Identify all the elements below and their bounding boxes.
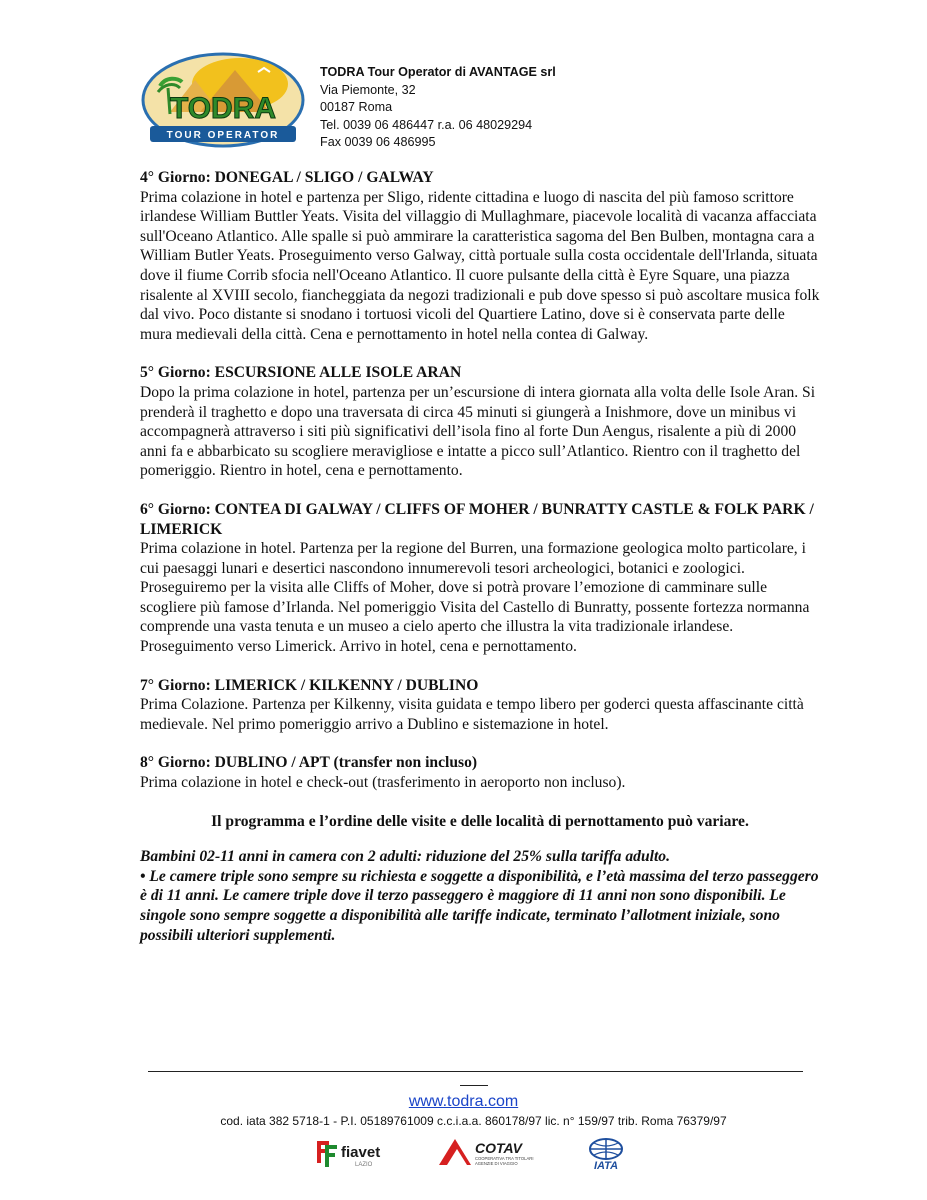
room-conditions: • Le camere triple sono sempre su richiesta e soggette a disponibilità, e l’età massima del terzo passeggero è di 11 anni. Le camere triple dove il terzo passeggero è maggiore di 11 anni non sono disponibili. Le singole sono sempre soggette a disponibilità alle tariffe indicate, terminato l’allotment iniziale, sono possibili ulteriori supplementi.	[140, 867, 819, 944]
company-city: 00187 Roma	[320, 100, 393, 115]
company-info	[320, 64, 556, 152]
company-phone: Tel. 0039 06 486447 r.a. 06 48029294	[320, 117, 533, 132]
company-fax: Fax 0039 06 486995	[320, 135, 436, 150]
iata-label: IATA	[593, 1160, 619, 1171]
day-5-text: Dopo la prima colazione in hotel, partenza per un’escursione di intera giornata alla volta delle Isole Aran. Si prenderà il traghetto e dopo una traversata di circa 45 minuti si giungerà a Inishmore, dove un minibus vi accompagnerà attraverso i siti più significativi dell’isola fino al forte Dun Aengus, risalente a più di 2000 anni fa e abbarbicato su scogliere meravigliose e intatte a picco sull’Atlantico. Rientro con il traghetto del pomeriggio. Rientro in hotel, cena e pernottamento.	[140, 383, 816, 480]
day-6-text: Prima colazione in hotel. Partenza per la regione del Burren, una formazione geologica molto particolare, i cui paesaggi lunari e desertici nascondono innumerevoli tesori archeologici, botanici e zoologici. Proseguiremo per la visita alle Cliffs of Moher, dove si potrà provare l’emozione di camminare sulle scogliere più famose d’Irlanda. Nel pomeriggio Visita del Castello di Bunratty, possente fortezza normanna comprende una vasta tenuta e un museo a cielo aperto che illustra la vita tradizionale irlandese. Proseguimento verso Limerick. Arrivo in hotel, cena e pernottamento.	[140, 540, 810, 656]
footer-divider	[148, 1071, 803, 1072]
legal-info: cod. iata 382 5718-1 - P.I. 05189761009 c.c.i.a.a. 860178/97 lic. n° 159/97 trib. Roma 76379/97	[220, 1114, 727, 1128]
company-address: Via Piemonte, 32	[320, 82, 416, 97]
day-8-text: Prima colazione in hotel e check-out (trasferimento in aeroporto non incluso).	[140, 774, 626, 792]
day-5-section	[140, 363, 820, 481]
day-7-title: 7° Giorno: LIMERICK / KILKENNY / DUBLINO	[140, 676, 479, 694]
todra-logo	[140, 52, 306, 148]
day-5-title: 5° Giorno: ESCURSIONE ALLE ISOLE ARAN	[140, 364, 462, 382]
fiavet-label: fiavet	[341, 1144, 381, 1161]
day-4-text: Prima colazione in hotel e partenza per Sligo, ridente cittadina e luogo di nascita del più famoso scrittore irlandese William Buttler Yeats. Visita del villaggio di Mullaghmare, piacevole località di vacanza affacciata sull'Oceano Atlantico. Alle spalle si può ammirare la caratteristica sagoma del Ben Bulben, montagna cara a William Butler Yeats. Proseguimento verso Galway, città portuale sulla costa occidentale dell'Irlanda, situata dove il fiume Corrib sfocia nell'Oceano Atlantico. Il cuore pulsante della città è Eyre Square, una piazza risalente al XVIII secolo, fiancheggiata da negozi tradizionali e pub dove spesso si può ascoltare musica folk dal vivo. Poco distante si snodano i tortuosi vicoli del Quartiere Latino, dove si è conservata parte delle mura medievali della città. Cena e pernottamento in hotel nella contea di Galway.	[140, 188, 820, 343]
cotav-badge	[437, 1135, 545, 1176]
program-notice: Il programma e l’ordine delle visite e delle località di pernottamento può variare.	[211, 812, 749, 830]
day-8-section	[140, 753, 820, 792]
fiavet-badge	[315, 1135, 395, 1176]
fiavet-sublabel: LAZIO	[355, 1162, 373, 1168]
footer-divider-tick	[460, 1085, 488, 1086]
website-link[interactable]: www.todra.com	[408, 1093, 519, 1110]
day-8-title: 8° Giorno: DUBLINO / APT (transfer non incluso)	[140, 754, 478, 772]
day-7-section	[140, 676, 820, 735]
cotav-sublabel: COOPERATIVA TRA TITOLARI AGENZIE DI VIAGGIO	[475, 1156, 534, 1166]
todra-logo-graphic	[140, 52, 306, 148]
day-6-title: 6° Giorno: CONTEA DI GALWAY / CLIFFS OF MOHER / BUNRATTY CASTLE & FOLK PARK / LIMERICK	[140, 500, 814, 538]
company-name: TODRA Tour Operator di AVANTAGE srl	[320, 65, 556, 79]
day-6-section	[140, 500, 820, 657]
logo-wordmark: TODRA	[169, 92, 277, 125]
day-4-title: 4° Giorno: DONEGAL / SLIGO / GALWAY	[140, 169, 434, 186]
children-discount: Bambini 02-11 anni in camera con 2 adulti: riduzione del 25% sulla tariffa adulto.	[140, 848, 670, 866]
itinerary-content	[140, 168, 820, 945]
iata-badge	[580, 1135, 632, 1176]
cotav-label: COTAV	[475, 1140, 522, 1156]
day-7-text: Prima Colazione. Partenza per Kilkenny, visita guidata e tempo libero per goderci questa affascinante città medievale. Nel primo pomeriggio arrivo a Dublino e sistemazione in hotel.	[140, 696, 804, 733]
day-4-section	[140, 168, 820, 344]
logo-subtitle: TOUR OPERATOR	[166, 130, 280, 141]
